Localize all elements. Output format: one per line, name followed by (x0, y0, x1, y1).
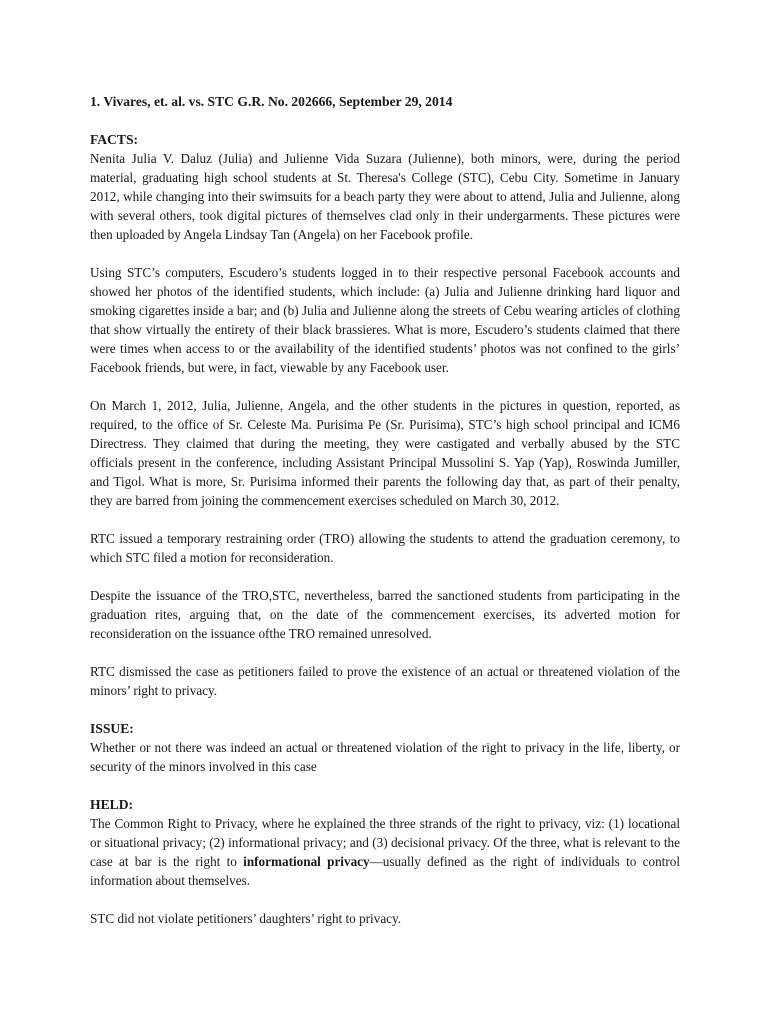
facts-section (90, 130, 680, 700)
issue-paragraph: Whether or not there was indeed an actual or threatened violation of the right to privacy in the life, liberty, or security of the minors involved in this case (90, 740, 680, 774)
issue-heading: ISSUE: (90, 721, 134, 736)
issue-section (90, 719, 680, 776)
facts-paragraph: Nenita Julia V. Daluz (Julia) and Julienne Vida Suzara (Julienne), both minors, were, during the period material, graduating high school students at St. Theresa's College (STC), Cebu City. Sometime in January 2012, while changing into their swimsuits for a beach party they were about to attend, Julia and Julienne, along with several others, took digital pictures of themselves clad only in their undergarments. These pictures were then uploaded by Angela Lindsay Tan (Angela) on her Facebook profile. (90, 151, 680, 242)
facts-paragraph: Despite the issuance of the TRO,STC, nevertheless, barred the sanctioned students from participating in the graduation rites, arguing that, on the date of the commencement exercises, its adverted motion for reconsideration on the issuance ofthe TRO remained unresolved. (90, 588, 680, 641)
held-section (90, 795, 680, 928)
held-conclusion: STC did not violate petitioners’ daughters’ right to privacy. (90, 911, 402, 926)
held-text-after: —usually defined as the right of individuals to control information about themselves. (90, 854, 680, 888)
facts-heading: FACTS: (90, 132, 139, 147)
facts-paragraph: On March 1, 2012, Julia, Julienne, Angela, and the other students in the pictures in question, reported, as required, to the office of Sr. Celeste Ma. Purisima Pe (Sr. Purisima), STC’s high school principal and ICM6 Directress. They claimed that during the meeting, they were castigated and verbally abused by the STC officials present in the conference, including Assistant Principal Mussolini S. Yap (Yap), Roswinda Jumiller, and Tigol. What is more, Sr. Purisima informed their parents the following day that, as part of their penalty, they are barred from joining the commencement exercises scheduled on March 30, 2012. (90, 398, 680, 508)
held-heading: HELD: (90, 797, 134, 812)
document-page (90, 92, 680, 947)
informational-privacy-term: informational privacy (243, 854, 370, 869)
case-title: 1. Vivares, et. al. vs. STC G.R. No. 202666, September 29, 2014 (90, 94, 453, 109)
facts-paragraph: Using STC’s computers, Escudero’s students logged in to their respective personal Facebook accounts and showed her photos of the identified students, which include: (a) Julia and Julienne drinking hard liquor and smoking cigarettes inside a bar; and (b) Julia and Julienne along the streets of Cebu wearing articles of clothing that show virtually the entirety of their black brassieres. What is more, Escudero’s students claimed that there were times when access to or the availability of the identified students’ photos was not confined to the girls’ Facebook friends, but were, in fact, viewable by any Facebook user. (90, 265, 680, 375)
held-text-before: The Common Right to Privacy, where he explained the three strands of the right to privacy, viz: (1) locational or situational privacy; (2) informational privacy; and (3) decisional privacy. Of the three, what is relevant to the case at bar is the right to (90, 816, 680, 869)
facts-paragraph: RTC dismissed the case as petitioners failed to prove the existence of an actual or threatened violation of the minors’ right to privacy. (90, 664, 680, 698)
held-paragraph (90, 814, 680, 890)
facts-paragraph: RTC issued a temporary restraining order (TRO) allowing the students to attend the graduation ceremony, to which STC filed a motion for reconsideration. (90, 531, 680, 565)
